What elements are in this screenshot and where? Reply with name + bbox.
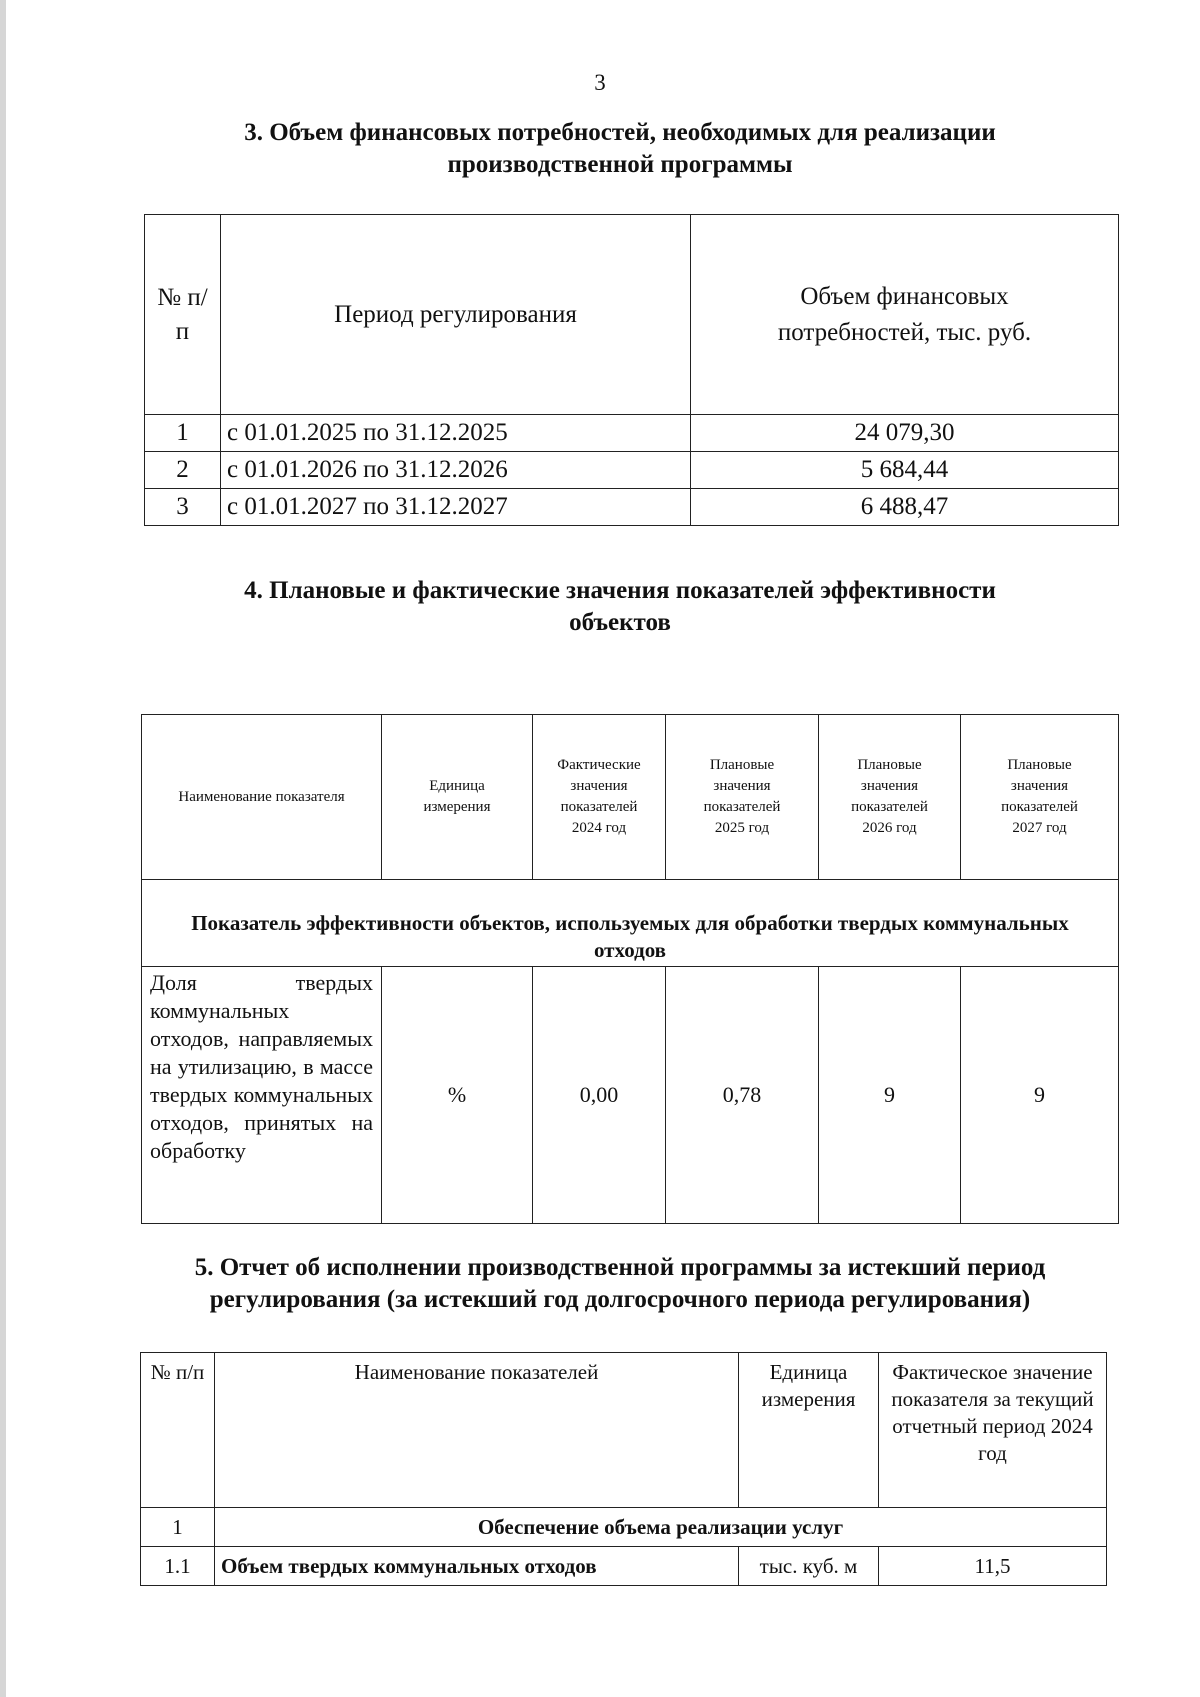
- row-num: 1: [145, 415, 221, 452]
- header-unit: Единица измерения: [739, 1353, 879, 1508]
- indicator-group-title: Показатель эффективности объектов, используемых для обработки твердых коммунальных отходов: [142, 880, 1119, 967]
- header-fact-2024: Фактические значения показателей 2024 год: [533, 715, 666, 880]
- indicator-plan-2026: 9: [819, 967, 961, 1224]
- table-header-row: [145, 215, 1119, 415]
- header-period: Период регулирования: [221, 215, 691, 415]
- table-subheader-row: [142, 880, 1119, 967]
- row-value: 24 079,30: [691, 415, 1119, 452]
- indicator-fact-2024: 0,00: [533, 967, 666, 1224]
- table-row: [145, 415, 1119, 452]
- section-4-title-line1: 4. Плановые и фактические значения показателей эффективности: [244, 577, 996, 604]
- program-report-table: [140, 1352, 1107, 1586]
- indicator-unit: %: [382, 967, 533, 1224]
- header-num: № п/п: [145, 215, 221, 415]
- section-3-title-line1: 3. Объем финансовых потребностей, необходимых для реализации: [244, 119, 996, 146]
- indicator-plan-2027: 9: [961, 967, 1119, 1224]
- section-5-title-line1: 5. Отчет об исполнении производственной программы за истекший период: [194, 1254, 1046, 1281]
- row-value: 5 684,44: [691, 452, 1119, 489]
- row-num: 3: [145, 489, 221, 526]
- row-unit: тыс. куб. м: [739, 1547, 879, 1586]
- row-period: с 01.01.2026 по 31.12.2026: [221, 452, 691, 489]
- section-5-heading: [130, 1252, 1110, 1316]
- indicator-name: Доля твердых коммунальных отходов, направляемых на утилизацию, в массе твердых коммунальных отходов, принятых на обработку: [142, 967, 382, 1224]
- table-group-row: [141, 1508, 1107, 1547]
- header-unit: Единица измерения: [382, 715, 533, 880]
- table-header-row: [142, 715, 1119, 880]
- row-num: 1.1: [141, 1547, 215, 1586]
- financial-needs-table: [144, 214, 1119, 526]
- row-value: 11,5: [879, 1547, 1107, 1586]
- indicator-plan-2025: 0,78: [666, 967, 819, 1224]
- header-plan-2027: Плановые значения показателей 2027 год: [961, 715, 1119, 880]
- section-4-heading: [130, 575, 1110, 639]
- table-header-row: [141, 1353, 1107, 1508]
- scan-edge: [0, 0, 6, 1697]
- header-indicator-name: Наименование показателей: [215, 1353, 739, 1508]
- row-name: Объем твердых коммунальных отходов: [215, 1547, 739, 1586]
- table-row: [145, 452, 1119, 489]
- table-row: [141, 1547, 1107, 1586]
- header-fact-value: Фактическое значение показателя за текущий отчетный период 2024 год: [879, 1353, 1107, 1508]
- section-3-heading: [130, 117, 1110, 181]
- section-5-title-line2: регулирования (за истекший год долгосрочного периода регулирования): [209, 1286, 1031, 1313]
- table-row: [142, 967, 1119, 1224]
- header-num: № п/п: [141, 1353, 215, 1508]
- header-volume: Объем финансовых потребностей, тыс. руб.: [691, 215, 1119, 415]
- section-4-title-line2: объектов: [569, 609, 671, 636]
- header-indicator-name: Наименование показателя: [142, 715, 382, 880]
- efficiency-indicators-table: [141, 714, 1119, 1224]
- group-title: Обеспечение объема реализации услуг: [215, 1508, 1107, 1547]
- row-period: с 01.01.2027 по 31.12.2027: [221, 489, 691, 526]
- row-num: 2: [145, 452, 221, 489]
- header-plan-2026: Плановые значения показателей 2026 год: [819, 715, 961, 880]
- page-number: 3: [594, 70, 606, 95]
- section-3-title-line2: производственной программы: [447, 151, 793, 178]
- row-period: с 01.01.2025 по 31.12.2025: [221, 415, 691, 452]
- header-plan-2025: Плановые значения показателей 2025 год: [666, 715, 819, 880]
- group-num: 1: [141, 1508, 215, 1547]
- table-row: [145, 489, 1119, 526]
- row-value: 6 488,47: [691, 489, 1119, 526]
